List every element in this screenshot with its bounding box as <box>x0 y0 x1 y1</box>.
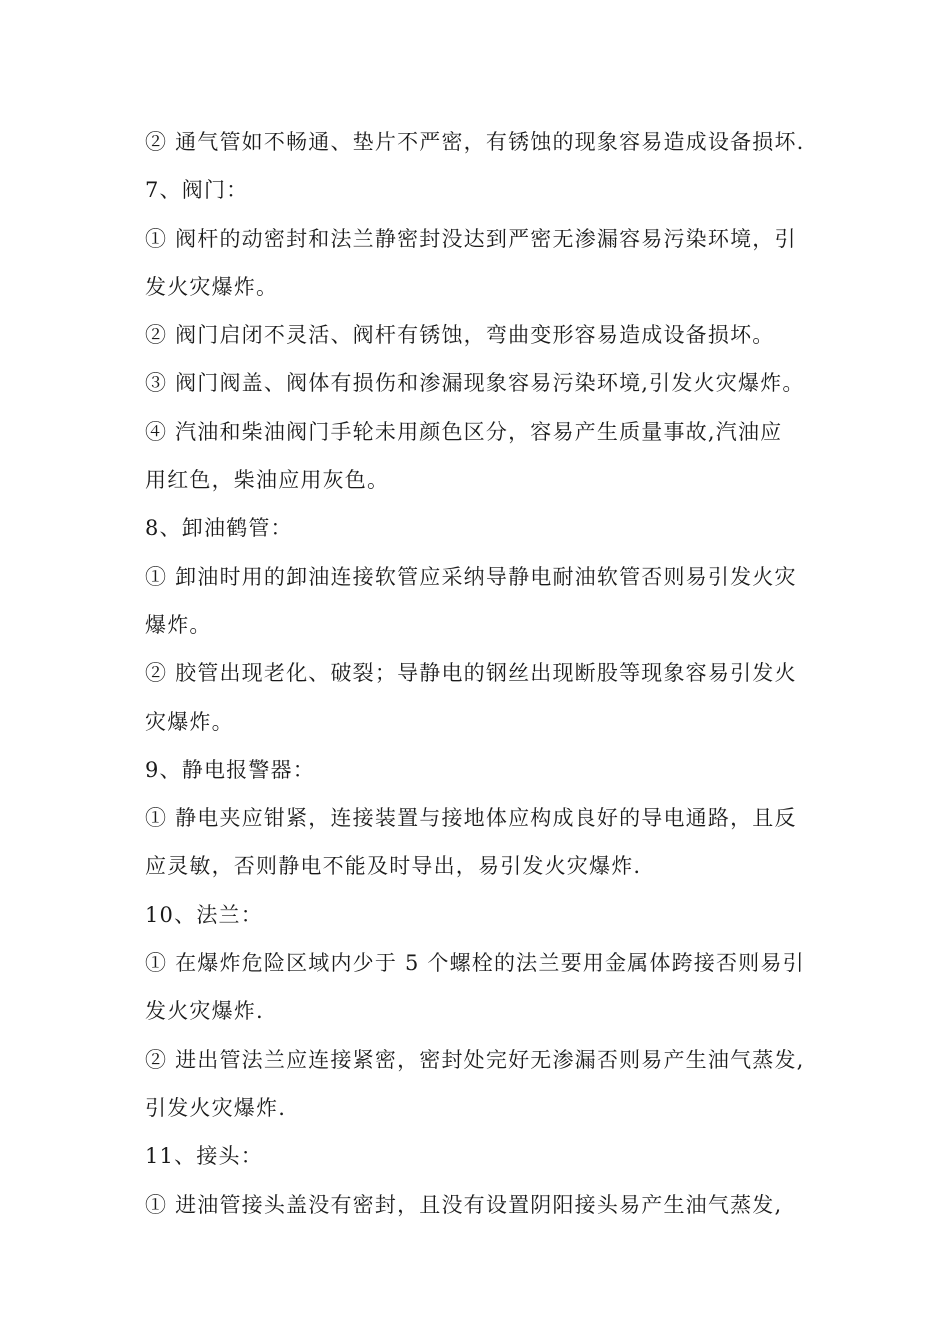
text-line: 爆炸。 <box>145 612 212 637</box>
text-line: ④ 汽油和柴油阀门手轮未用颜色区分，容易产生质量事故,汽油应 <box>145 419 783 444</box>
section-heading: 8、卸油鹤管： <box>145 516 293 541</box>
text-line: 发火灾爆炸. <box>145 999 264 1024</box>
text-line: ② 阀门启闭不灵活、阀杆有锈蚀，弯曲变形容易造成设备损坏。 <box>145 323 775 348</box>
text-line: 引发火灾爆炸. <box>145 1095 287 1120</box>
section-heading: 10、法兰： <box>145 902 263 927</box>
text-line: ① 在爆炸危险区域内少于 5 个螺栓的法兰要用金属体跨接否则易引 <box>145 951 805 976</box>
text-line: ① 卸油时用的卸油连接软管应采纳导静电耐油软管否则易引发火灾 <box>145 564 797 589</box>
text-line: ① 阀杆的动密封和法兰静密封没达到严密无渗漏容易污染环境，引 <box>145 226 797 251</box>
text-line: 发火灾爆炸。 <box>145 274 279 299</box>
section-heading: 7、阀门： <box>145 178 249 203</box>
text-line: ② 胶管出现老化、破裂；导静电的钢丝出现断股等现象容易引发火 <box>145 661 797 686</box>
text-line: 应灵敏，否则静电不能及时导出，易引发火灾爆炸. <box>145 854 642 879</box>
text-line: ③ 阀门阀盖、阀体有损伤和渗漏现象容易污染环境,引发火灾爆炸。 <box>145 371 805 396</box>
section-heading: 9、静电报警器： <box>145 757 315 782</box>
text-line: 灾爆炸。 <box>145 709 234 734</box>
section-heading: 11、接头： <box>145 1144 263 1169</box>
text-line: ② 通气管如不畅通、垫片不严密，有锈蚀的现象容易造成设备损坏. <box>145 130 805 154</box>
document-body <box>145 122 825 1233</box>
text-line: ② 进出管法兰应连接紧密，密封处完好无渗漏否则易产生油气蒸发, <box>145 1047 805 1072</box>
text-line: 用红色，柴油应用灰色。 <box>145 468 390 493</box>
text-line: ① 进油管接头盖没有密封，且没有设置阴阳接头易产生油气蒸发, <box>145 1192 783 1217</box>
text-line: ① 静电夹应钳紧，连接装置与接地体应构成良好的导电通路，且反 <box>145 806 797 831</box>
